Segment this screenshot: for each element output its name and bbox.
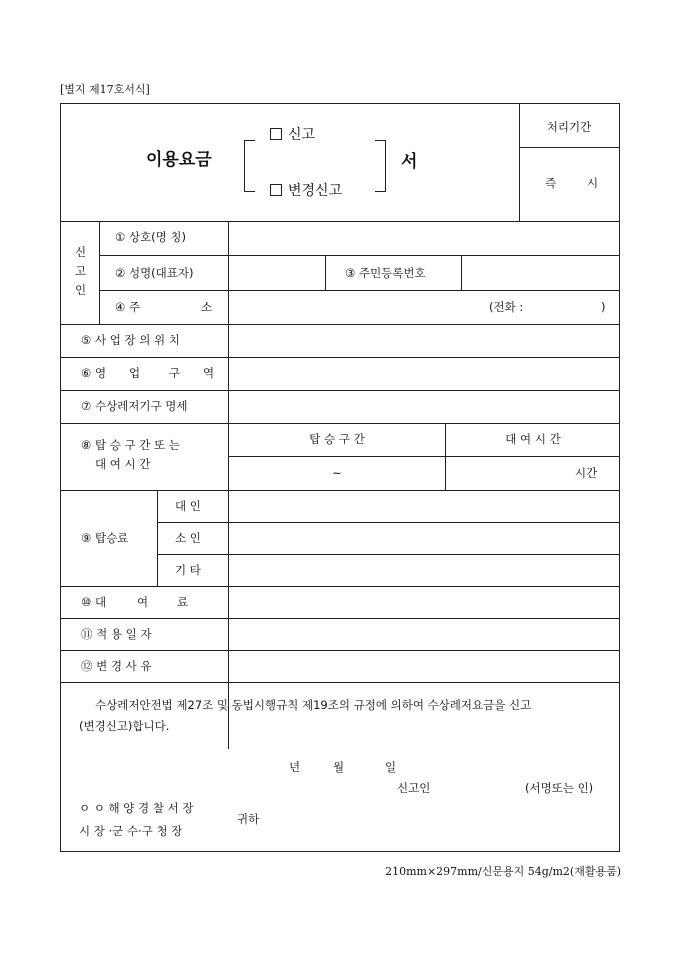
- area-label-1: ⑥ 영: [81, 366, 107, 380]
- trade-name-label: ① 상호(명 칭): [115, 230, 187, 244]
- phone-label-close: ): [601, 300, 606, 314]
- hours-unit: 시간: [575, 466, 598, 480]
- option-report-label: 신고: [288, 127, 316, 143]
- addressee-line-2: 시 장 ·군 수·구 청 장: [79, 824, 183, 838]
- fare-label: ⑨ 탑승료: [81, 531, 129, 545]
- change-checkbox[interactable]: [270, 184, 282, 196]
- area-label-4: 역: [203, 366, 215, 380]
- boarding-label-2: 대 여 시 간: [95, 457, 151, 471]
- phone-label-open: (전화 :: [489, 300, 524, 314]
- processing-period-label: 처리기간: [546, 120, 592, 134]
- address-label-1: ④ 주: [115, 300, 141, 314]
- equipment-label: ⑦ 수상레저기구 명세: [81, 399, 188, 413]
- location-label: ⑤ 사 업 장 의 위 치: [81, 333, 180, 347]
- left-bracket: [244, 140, 255, 192]
- processing-value-1: 즉: [545, 176, 557, 190]
- option-report[interactable]: [270, 128, 315, 142]
- option-change-label: 변경신고: [288, 183, 343, 199]
- area-label-2: 업: [129, 366, 141, 380]
- form-title: 이용요금: [146, 150, 212, 170]
- rental-fee-label-2: 여: [137, 595, 149, 609]
- applicant-group-label-1: 신: [75, 245, 87, 259]
- fare-child-label: 소 인: [175, 531, 201, 545]
- paper-spec-footer: 210mm×297mm/신문용지 54g/m2(재활용품): [385, 865, 621, 878]
- date-month: 월: [333, 760, 345, 774]
- title-suffix: 서: [401, 152, 418, 172]
- option-change[interactable]: [270, 184, 342, 198]
- rental-fee-label-3: 료: [177, 595, 189, 609]
- declaration-line-2: (변경신고)합니다.: [79, 719, 170, 733]
- rental-fee-label-1: ⑩ 대: [81, 595, 107, 609]
- fare-other-label: 기 타: [175, 563, 201, 577]
- applicant-group-label-3: 인: [75, 283, 87, 297]
- boarding-section-header: 탑 승 구 간: [309, 432, 365, 446]
- area-label-3: 구: [169, 366, 181, 380]
- right-bracket: [375, 140, 386, 192]
- processing-value-2: 시: [587, 176, 599, 190]
- applicant-group-label-2: 고: [75, 264, 87, 278]
- date-day: 일: [385, 760, 397, 774]
- apply-date-label: ⑪ 적 용 일 자: [81, 627, 152, 641]
- section-tilde: ~: [332, 466, 342, 480]
- boarding-label-1: ⑧ 탑 승 구 간 또 는: [81, 438, 180, 452]
- change-reason-label: ⑫ 변 경 사 유: [81, 659, 152, 673]
- address-label-2: 소: [201, 300, 213, 314]
- form-number-label: [별지 제17호서식]: [60, 83, 150, 96]
- name-label: ② 성명(대표자): [115, 266, 194, 280]
- rental-time-header: 대 여 시 간: [505, 432, 561, 446]
- honorific: 귀하: [237, 812, 260, 826]
- signature-label: (서명또는 인): [525, 781, 594, 795]
- report-checkbox[interactable]: [270, 128, 282, 140]
- report-form: [60, 103, 620, 852]
- fare-adult-label: 대 인: [175, 499, 201, 513]
- date-year: 년: [289, 760, 301, 774]
- declarant-label: 신고인: [397, 781, 431, 795]
- addressee-line-1: ㅇ ㅇ 해 양 경 찰 서 장: [79, 801, 194, 815]
- resident-number-label: ③ 주민등록번호: [345, 266, 426, 280]
- declaration-line-1: 수상레저안전법 제27조 및 동법시행규칙 제19조의 규정에 의하여 수상레저요금을 신고: [95, 698, 532, 712]
